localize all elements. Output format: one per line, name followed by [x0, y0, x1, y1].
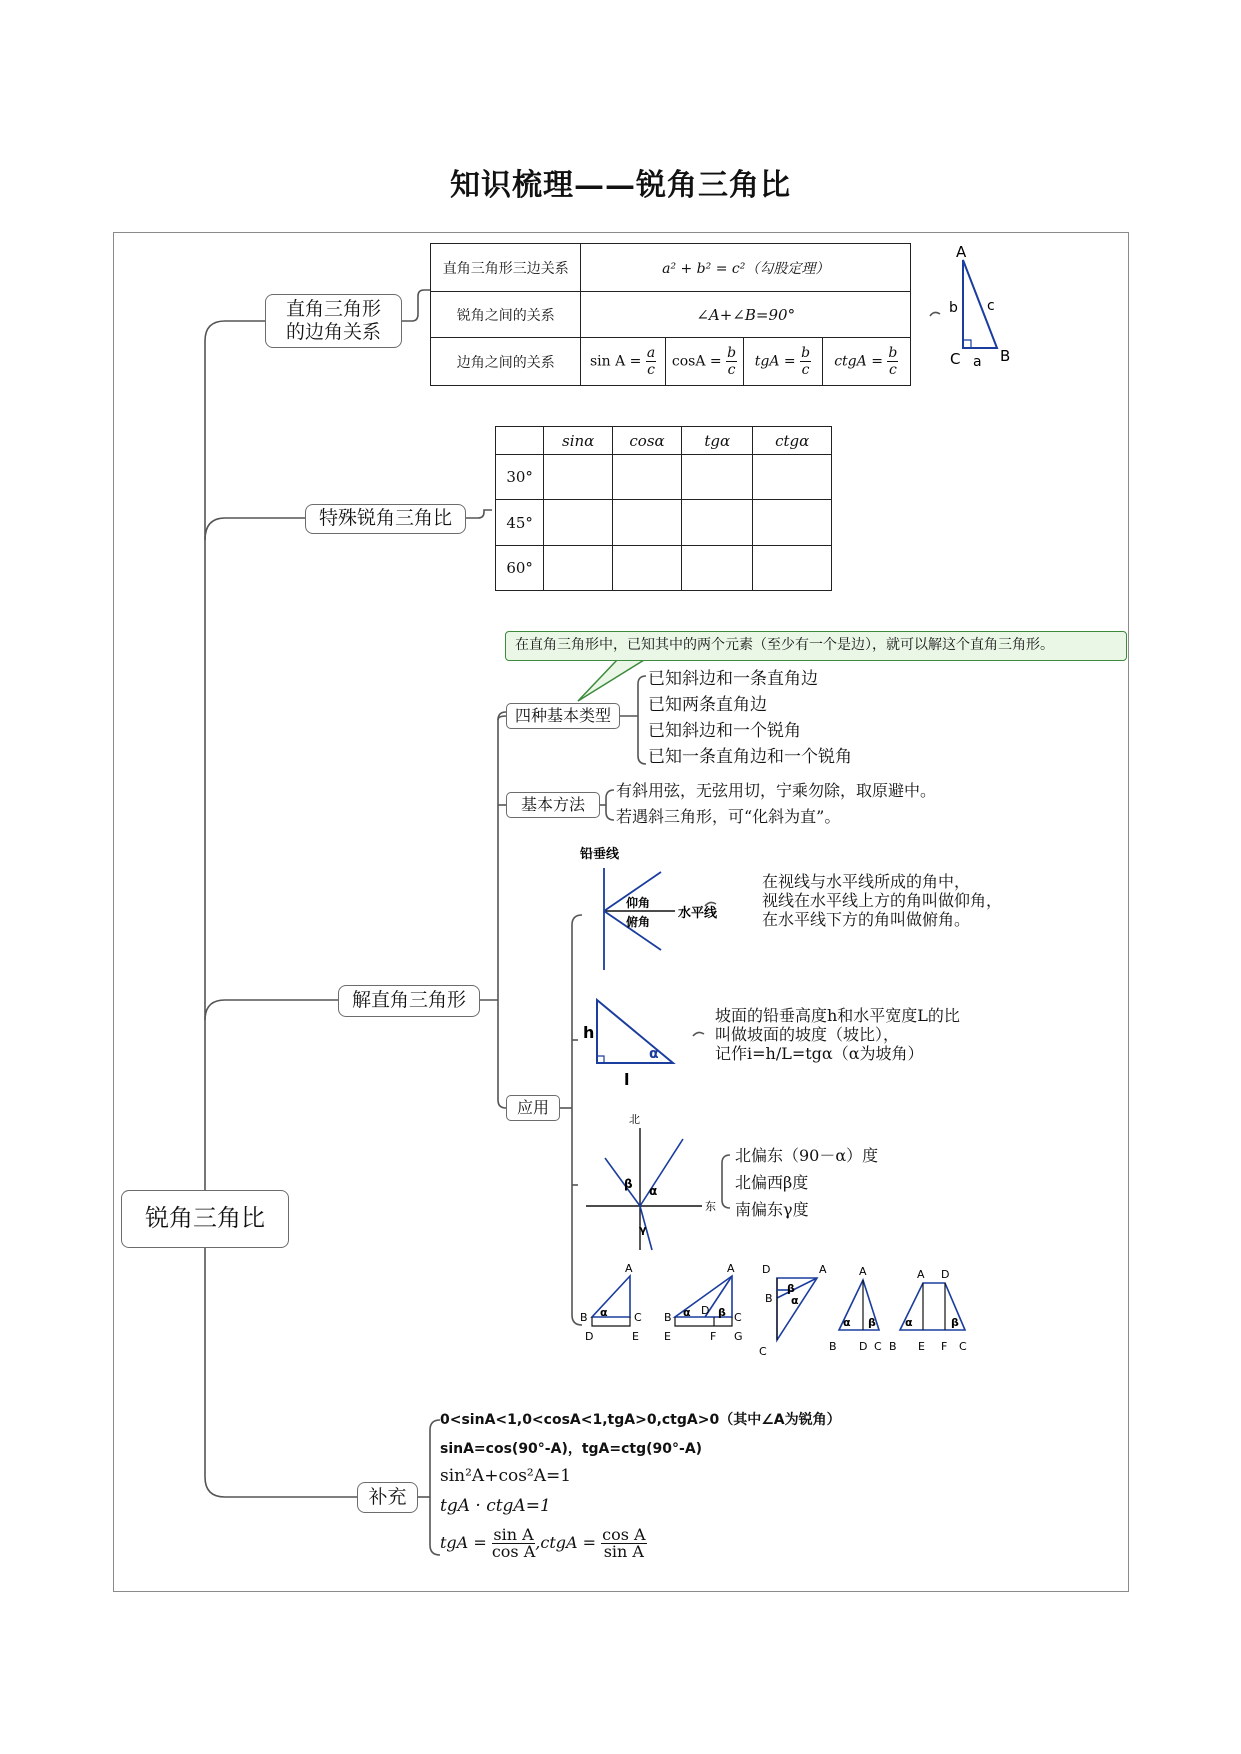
fig1-label-e: E: [632, 1330, 639, 1343]
denominator: c: [801, 362, 810, 378]
header-cos: cosα: [613, 427, 682, 455]
elevation-text: 在水平线下方的角叫做俯角。: [762, 910, 971, 929]
branch-special: [305, 504, 466, 534]
applications-label: 应用: [516, 1098, 549, 1117]
fig1-label-d: D: [585, 1330, 594, 1343]
elevation-figure: [575, 840, 735, 975]
fig1-label-b: B: [580, 1311, 588, 1324]
numerator: b: [888, 345, 898, 361]
right-angle-mark: [597, 1056, 604, 1063]
fig5-label-d: D: [941, 1268, 950, 1281]
branch-relations-line1: 直角三角形: [285, 298, 381, 320]
type-item: 已知斜边和一个锐角: [648, 721, 801, 741]
fig5-label-e: E: [918, 1340, 925, 1353]
denominator: c: [647, 362, 655, 378]
depression-label: 俯角: [626, 915, 651, 929]
formula-lhs: cosA =: [671, 353, 722, 370]
fig1-triangle: [592, 1276, 630, 1317]
elevation-text: 视线在水平线上方的角叫做仰角，: [762, 891, 1003, 910]
fig4-label-a: A: [859, 1265, 867, 1278]
cell-empty: [753, 455, 832, 500]
composite-figures: [575, 1260, 1005, 1360]
relations-table: [430, 243, 911, 386]
elevation-text: 在视线与水平线所成的角中，: [762, 872, 971, 891]
bearing-beta: β: [624, 1177, 633, 1191]
root-node: [121, 1190, 289, 1248]
method-item: 有斜用弦，无弦用切，宁乘勿除，取原避中。: [616, 781, 937, 800]
formula-lhs: ctgA =: [834, 353, 883, 370]
cell-empty: [753, 546, 832, 591]
height-label: h: [583, 1023, 595, 1042]
special-angles-table: [495, 426, 832, 591]
formula-ctg: [822, 338, 910, 386]
fraction: [800, 345, 811, 378]
bearing-item: 北偏东（90－α）度: [735, 1146, 879, 1165]
fig2-label-g: G: [734, 1330, 743, 1343]
fig1-alpha: α: [600, 1306, 608, 1319]
fig3-label-d: D: [762, 1263, 771, 1276]
cell-empty: [544, 455, 613, 500]
numerator: b: [727, 345, 737, 361]
fig4-label-b: B: [829, 1340, 837, 1353]
fraction: [601, 1527, 646, 1560]
numerator: a: [646, 345, 656, 361]
fig3-alpha: α: [791, 1294, 799, 1307]
side-c: c: [987, 298, 995, 314]
fig5-label-f: F: [941, 1340, 948, 1353]
denominator: sin A: [603, 1542, 644, 1561]
formula-sin: [581, 338, 665, 386]
slope-text: 记作i=h/L=tgα（α为坡角）: [715, 1044, 924, 1063]
side-a: a: [973, 354, 982, 370]
type-item: 已知一条直角边和一个锐角: [648, 747, 852, 767]
right-angle-mark: [963, 340, 971, 348]
vertex-c: C: [950, 350, 961, 368]
type-item: 已知斜边和一条直角边: [648, 669, 818, 689]
cell-empty: [613, 455, 682, 500]
bearing-item: 南偏东γ度: [735, 1200, 809, 1219]
cell-empty: [681, 546, 752, 591]
supplement-item: sinA=cos(90°-A)，tgA=ctg(90°-A): [440, 1441, 703, 1457]
angle-60: 60°: [496, 546, 544, 591]
header-sin: sinα: [544, 427, 613, 455]
vertex-b: B: [1000, 347, 1011, 365]
bearing-item: 北偏西β度: [735, 1173, 809, 1192]
angle-45: 45°: [496, 500, 544, 546]
table-corner: [496, 427, 544, 455]
ray-ne: [640, 1139, 683, 1206]
branch-relations: [265, 294, 402, 348]
formula-lhs: ,ctgA =: [535, 1533, 597, 1552]
applications-node: [506, 1095, 560, 1121]
slope-text: 坡面的铅垂高度h和水平宽度L的比: [715, 1006, 960, 1025]
formula-lhs: sin A =: [589, 353, 642, 370]
east-label: 东: [705, 1200, 716, 1213]
numerator: sin A: [493, 1525, 534, 1544]
fraction: [887, 345, 898, 378]
fig4-label-c: C: [874, 1340, 882, 1353]
bearing-alpha: α: [649, 1184, 658, 1198]
denominator: cos A: [491, 1542, 536, 1561]
fig4-label-d: D: [859, 1340, 868, 1353]
fraction: [726, 345, 737, 378]
fig5-alpha: α: [905, 1316, 913, 1329]
cell-empty: [544, 546, 613, 591]
north-label: 北: [629, 1113, 640, 1126]
fig5-label-b: B: [889, 1340, 897, 1353]
formula-lhs: tgA =: [440, 1533, 487, 1552]
root-label: 锐角三角比: [145, 1204, 265, 1232]
formula-lhs: tgA =: [754, 353, 796, 370]
cell-empty: [681, 455, 752, 500]
branch-solve: [338, 985, 480, 1017]
branch-solve-label: 解直角三角形: [351, 989, 466, 1011]
slope-text: 叫做坡面的坡度（坡比），: [715, 1025, 900, 1044]
row-name: 直角三角形三边关系: [431, 244, 581, 292]
row-content: a² + b² = c²（勾股定理）: [581, 244, 911, 292]
fig3-beta: β: [787, 1282, 795, 1295]
ray-nw: [605, 1158, 640, 1206]
fraction: [646, 345, 656, 378]
supplement-fraction-row: [440, 1527, 647, 1560]
fig5-label-c: C: [959, 1340, 967, 1353]
page-title: 知识梳理——锐角三角比: [450, 168, 791, 203]
fig1-base: [592, 1317, 630, 1326]
side-b: b: [949, 300, 958, 316]
cell-empty: [613, 546, 682, 591]
formula-tg: [744, 338, 822, 386]
types-label: 四种基本类型: [514, 706, 611, 725]
numerator: cos A: [602, 1525, 646, 1544]
length-label: l: [624, 1070, 630, 1089]
fig4-alpha: α: [843, 1316, 851, 1329]
types-node: [506, 703, 620, 729]
cell-empty: [681, 500, 752, 546]
methods-node: [506, 792, 600, 818]
horizontal-label: 水平线: [678, 906, 718, 921]
elevation-label: 仰角: [626, 896, 651, 910]
fig5-beta: β: [951, 1316, 959, 1329]
vertex-a: A: [956, 243, 967, 261]
fig1-label-a: A: [625, 1262, 633, 1275]
row-content: ∠A+∠B=90°: [581, 292, 911, 338]
methods-label: 基本方法: [520, 795, 585, 814]
denominator: c: [727, 362, 736, 378]
solve-callout: 在直角三角形中，已知其中的两个元素（至少有一个是边），就可以解这个直角三角形。: [505, 631, 1127, 661]
supplement-item: sin²A+cos²A=1: [440, 1466, 572, 1486]
numerator: b: [801, 345, 811, 361]
fig2-label-f: F: [710, 1330, 717, 1343]
fraction: [492, 1527, 535, 1560]
fig3-label-c: C: [759, 1345, 767, 1358]
fig3-label-a: A: [819, 1263, 827, 1276]
header-tg: tgα: [681, 427, 752, 455]
fig2-beta: β: [718, 1306, 726, 1319]
fig2-label-b: B: [664, 1311, 672, 1324]
branch-relations-line2: 的边角关系: [285, 321, 381, 343]
slope-triangle: [597, 1000, 673, 1063]
cell-empty: [544, 500, 613, 546]
row-name: 边角之间的关系: [431, 338, 581, 386]
angle-30: 30°: [496, 455, 544, 500]
slope-figure: [580, 990, 690, 1090]
fig3-label-b: B: [765, 1292, 773, 1305]
formula-cos: [665, 338, 743, 386]
plumb-label: 铅垂线: [580, 847, 620, 862]
method-item: 若遇斜三角形，可“化斜为直”。: [616, 807, 841, 826]
alpha-label: α: [649, 1046, 659, 1062]
fig2-label-c: C: [734, 1311, 742, 1324]
branch-supplement: [357, 1482, 418, 1513]
header-ctg: ctgα: [753, 427, 832, 455]
row-name: 锐角之间的关系: [431, 292, 581, 338]
fig5-label-a: A: [917, 1268, 925, 1281]
cell-empty: [753, 500, 832, 546]
fig2-alpha: α: [683, 1306, 691, 1319]
cell-empty: [613, 500, 682, 546]
right-triangle-figure: [930, 240, 1030, 370]
supplement-item: 0<sinA<1,0<cosA<1,tgA>0,ctgA>0（其中∠A为锐角）: [440, 1412, 841, 1428]
fig2-label-a: A: [727, 1262, 735, 1275]
type-item: 已知两条直角边: [648, 695, 767, 715]
branch-supplement-label: 补充: [368, 1486, 407, 1508]
fig2-label-e: E: [664, 1330, 671, 1343]
branch-special-label: 特殊锐角三角比: [318, 507, 452, 529]
fig2-label-d: D: [701, 1304, 710, 1317]
fig4-beta: β: [868, 1316, 876, 1329]
fig1-label-c: C: [634, 1311, 642, 1324]
bearing-figure: [580, 1110, 720, 1260]
denominator: c: [888, 362, 897, 378]
supplement-item: tgA · ctgA=1: [440, 1496, 551, 1516]
bearing-gamma: γ: [639, 1223, 647, 1236]
